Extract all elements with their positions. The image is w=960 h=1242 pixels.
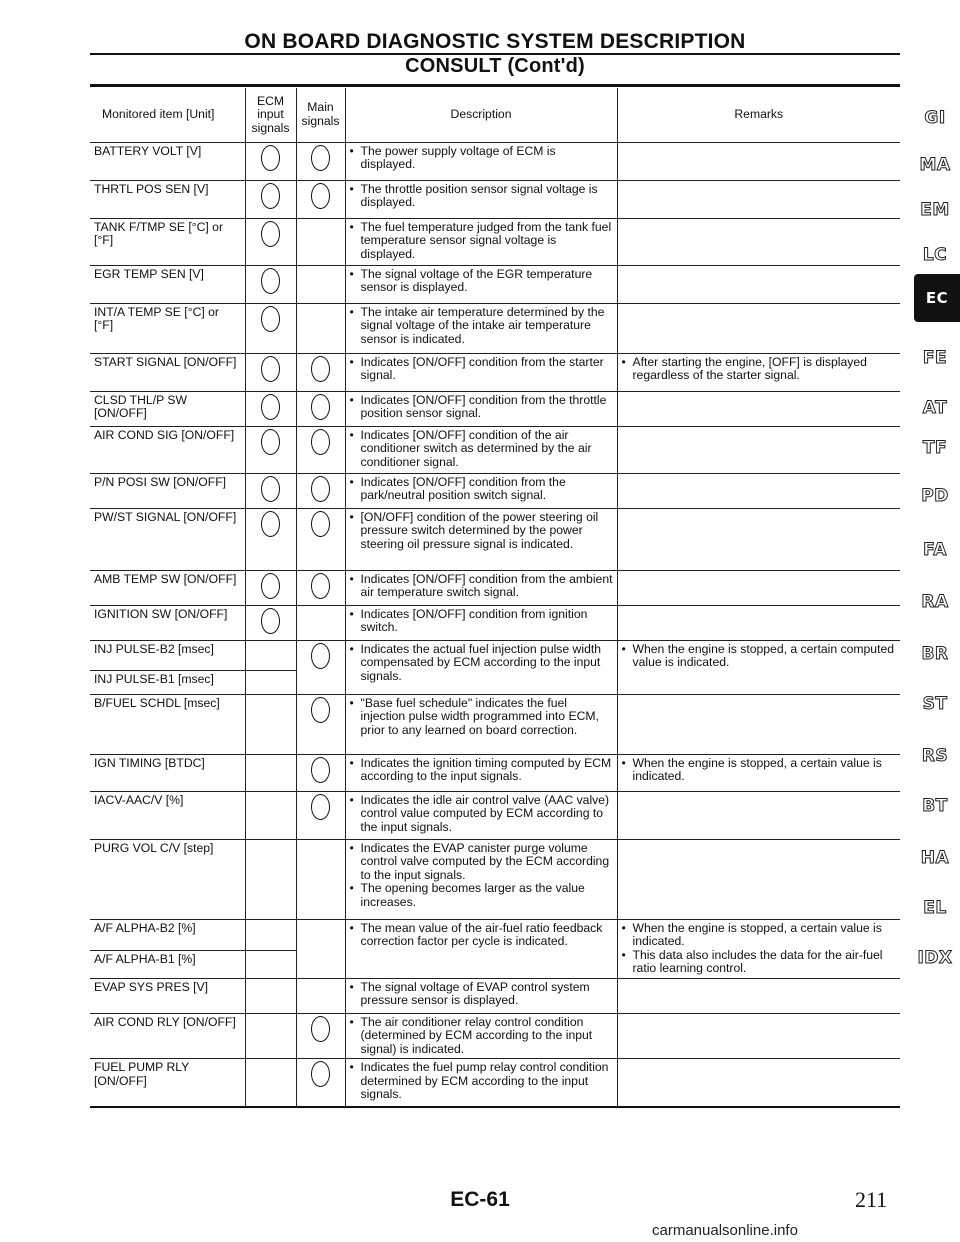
ecm-signal-cell [245,670,296,694]
description-cell [345,508,617,570]
remarks-cell [617,570,900,605]
description-text [350,922,613,949]
table-row [90,265,900,303]
remarks-cell [617,142,900,180]
remarks-cell [617,640,900,694]
table-row [90,791,900,839]
section-tab-ra[interactable]: RA [921,592,949,612]
description-text [350,511,613,552]
main-signal-circle-icon [311,573,330,599]
main-signal-cell [296,391,345,426]
description-cell [345,978,617,1013]
ecm-signal-cell [245,570,296,605]
main-signal-cell [296,839,345,919]
table-row [90,754,900,791]
remarks-cell [617,978,900,1013]
table-row [90,303,900,353]
monitored-item-cell: A/F ALPHA-B2 [%] [90,919,245,951]
monitored-item-cell: B/FUEL SCHDL [msec] [90,694,245,754]
description-text [350,268,613,295]
page-subtitle: CONSULT (Cont'd) [405,55,585,77]
description-text-line: • The fuel temperature judged from the tank fuel temperature sensor signal voltage is displayed. [350,221,613,262]
remarks-cell [617,473,900,508]
description-text-line: • Indicates [ON/OFF] condition from the ambient air temperature switch signal. [350,573,613,600]
section-tab-st[interactable]: ST [922,694,948,714]
description-cell [345,1059,617,1107]
monitored-item-cell: P/N POSI SW [ON/OFF] [90,473,245,508]
description-text-line: • The signal voltage of the EGR temperature sensor is displayed. [350,268,613,295]
page-code: EC-61 [450,1188,510,1211]
main-signal-circle-icon [311,757,330,783]
description-cell [345,791,617,839]
table-row [90,605,900,640]
ecm-signal-circle-icon [261,268,280,294]
table-row [90,180,900,218]
description-text-line: • "Base fuel schedule" indicates the fuel injection pulse width programmed into ECM, prior to any learned on board correction. [350,697,613,738]
description-cell [345,754,617,791]
remarks-cell [617,303,900,353]
description-text-line: • The throttle position sensor signal voltage is displayed. [350,183,613,210]
main-signal-cell [296,218,345,265]
description-text [350,306,613,347]
description-text [350,145,613,172]
description-cell [345,391,617,426]
remarks-cell [617,426,900,473]
description-cell [345,142,617,180]
main-signal-circle-icon [311,429,330,455]
description-text-line: • Indicates [ON/OFF] condition from the starter signal. [350,356,613,383]
section-tab-tf[interactable]: TF [922,438,948,458]
ecm-signal-cell [245,426,296,473]
ecm-signal-cell [245,508,296,570]
description-text [350,573,613,600]
description-text-line: • Indicates [ON/OFF] condition of the air conditioner switch as determined by the air conditioner signal. [350,429,613,470]
section-tab-lc[interactable]: LC [922,245,948,265]
table-row [90,919,900,951]
monitored-item-cell: AIR COND SIG [ON/OFF] [90,426,245,473]
main-signal-circle-icon [311,145,330,171]
ecm-signal-cell [245,951,296,978]
description-cell [345,426,617,473]
monitored-item-cell: AIR COND RLY [ON/OFF] [90,1013,245,1059]
remarks-text [622,356,897,383]
description-text [350,697,613,738]
description-text-line: • Indicates the idle air control valve (AAC valve) control value computed by ECM according to the input signals. [350,794,613,835]
description-text [350,842,613,910]
main-signal-circle-icon [311,356,330,382]
main-signal-circle-icon [311,1061,330,1087]
monitored-item-cell: INJ PULSE-B2 [msec] [90,640,245,670]
section-tab-fa[interactable]: FA [923,540,947,560]
remarks-cell [617,694,900,754]
ecm-signal-circle-icon [261,306,280,332]
description-text-line: • The intake air temperature determined by the signal voltage of the intake air temperature sensor is indicated. [350,306,613,347]
main-signal-circle-icon [311,476,330,502]
remarks-cell [617,839,900,919]
section-tab-at[interactable]: AT [922,398,948,418]
table-row [90,508,900,570]
main-signal-cell [296,754,345,791]
table-row [90,1059,900,1107]
section-tab-pd[interactable]: PD [921,486,949,506]
main-signal-cell [296,694,345,754]
ecm-signal-circle-icon [261,511,280,537]
description-text-line: • Indicates the ignition timing computed by ECM according to the input signals. [350,757,613,784]
section-tab-em[interactable]: EM [920,200,950,220]
main-signal-circle-icon [311,511,330,537]
ecm-signal-circle-icon [261,429,280,455]
ecm-signal-cell [245,1059,296,1107]
page-number: 211 [855,1187,888,1212]
description-text [350,429,613,470]
monitored-item-cell: EVAP SYS PRES [V] [90,978,245,1013]
description-cell [345,180,617,218]
monitored-item-cell: TANK F/TMP SE [°C] or [°F] [90,218,245,265]
main-signal-cell [296,1013,345,1059]
header-monitored-item: Monitored item [Unit] [90,88,245,142]
remarks-cell [617,353,900,391]
main-signal-circle-icon [311,794,330,820]
table-row [90,978,900,1013]
section-tab-ha[interactable]: HA [920,848,950,868]
remarks-text [622,643,897,670]
main-signal-cell [296,473,345,508]
description-cell [345,218,617,265]
section-tab-el[interactable]: EL [923,898,947,918]
main-signal-cell [296,570,345,605]
main-signal-cell [296,303,345,353]
monitored-item-cell: IGNITION SW [ON/OFF] [90,605,245,640]
description-cell [345,640,617,694]
main-signal-cell [296,791,345,839]
header-ecm-input-signals: ECM input signals [245,88,296,142]
watermark: carmanualsonline.info [652,1222,798,1239]
description-text-line: • The air conditioner relay control condition (determined by ECM according to the input signal) is indicated. [350,1016,613,1057]
ecm-signal-cell [245,1013,296,1059]
monitored-item-cell: EGR TEMP SEN [V] [90,265,245,303]
ecm-signal-cell [245,142,296,180]
section-tab-br[interactable]: BR [921,644,949,664]
ecm-signal-cell [245,391,296,426]
ecm-signal-circle-icon [261,608,280,634]
remarks-text-line: • When the engine is stopped, a certain value is indicated. [622,757,897,784]
remarks-cell [617,1059,900,1107]
monitored-item-cell: START SIGNAL [ON/OFF] [90,353,245,391]
table-row [90,473,900,508]
monitored-item-cell: PURG VOL C/V [step] [90,839,245,919]
table-row [90,1013,900,1059]
monitored-item-cell: A/F ALPHA-B1 [%] [90,951,245,978]
monitored-item-cell: INJ PULSE-B1 [msec] [90,670,245,694]
description-text-line: • Indicates the actual fuel injection pulse width compensated by ECM according to the input signals. [350,643,613,684]
ecm-signal-circle-icon [261,221,280,247]
section-tab-idx[interactable]: IDX [917,948,953,968]
section-tab-bt[interactable]: BT [922,796,948,816]
table-row [90,353,900,391]
ecm-signal-cell [245,640,296,670]
remarks-text [622,757,897,784]
description-cell [345,839,617,919]
monitored-item-cell: IGN TIMING [BTDC] [90,754,245,791]
section-tab-fe[interactable]: FE [922,348,948,368]
main-signal-cell [296,426,345,473]
description-text-line: • Indicates the EVAP canister purge volume control valve computed by the ECM according to the input signals. [350,842,613,883]
description-text [350,183,613,210]
monitored-item-cell: FUEL PUMP RLY [ON/OFF] [90,1059,245,1107]
description-text-line: • The mean value of the air-fuel ratio feedback correction factor per cycle is indicated. [350,922,613,949]
description-text [350,757,613,784]
remarks-cell [617,1013,900,1059]
remarks-cell [617,218,900,265]
description-text-line: • The power supply voltage of ECM is displayed. [350,145,613,172]
remarks-cell [617,180,900,218]
header-main-signals: Main signals [296,88,345,142]
description-cell [345,919,617,978]
main-signal-cell [296,142,345,180]
remarks-text [622,922,897,976]
main-signal-cell [296,265,345,303]
description-text [350,1061,613,1102]
ecm-signal-circle-icon [261,476,280,502]
remarks-cell [617,391,900,426]
ecm-signal-cell [245,180,296,218]
table-row [90,839,900,919]
monitored-item-cell: CLSD THL/P SW [ON/OFF] [90,391,245,426]
table-row [90,142,900,180]
ecm-signal-circle-icon [261,183,280,209]
page-title: ON BOARD DIAGNOSTIC SYSTEM DESCRIPTION [244,30,746,53]
description-text [350,356,613,383]
description-text [350,1016,613,1057]
description-cell [345,303,617,353]
table-row [90,218,900,265]
description-text-line: • [ON/OFF] condition of the power steering oil pressure switch determined by the power steering oil pressure signal is indicated. [350,511,613,552]
remarks-cell [617,791,900,839]
ecm-signal-cell [245,218,296,265]
description-cell [345,353,617,391]
ecm-signal-cell [245,839,296,919]
remarks-text-line: • This data also includes the data for the air-fuel ratio learning control. [622,949,897,976]
remarks-text-line: • When the engine is stopped, a certain computed value is indicated. [622,643,897,670]
main-signal-circle-icon [311,394,330,420]
main-signal-circle-icon [311,697,330,723]
description-text [350,476,613,503]
description-text [350,608,613,635]
main-signal-cell [296,605,345,640]
ecm-signal-cell [245,353,296,391]
monitored-item-cell: AMB TEMP SW [ON/OFF] [90,570,245,605]
remarks-cell [617,605,900,640]
ecm-signal-cell [245,978,296,1013]
ecm-signal-cell [245,694,296,754]
main-signal-cell [296,508,345,570]
remarks-text-line: • When the engine is stopped, a certain value is indicated. [622,922,897,949]
section-tab-gi[interactable]: GI [924,108,946,128]
table-row [90,391,900,426]
section-tab-rs[interactable]: RS [921,746,949,766]
ecm-signal-circle-icon [261,573,280,599]
main-signal-circle-icon [311,183,330,209]
table-row [90,694,900,754]
main-signal-circle-icon [311,643,330,669]
main-signal-cell [296,353,345,391]
description-cell [345,570,617,605]
ecm-signal-cell [245,473,296,508]
ecm-signal-circle-icon [261,394,280,420]
monitored-items-table [90,88,900,1108]
section-tab-ec[interactable]: EC [914,274,960,322]
description-text-line: • The signal voltage of EVAP control system pressure sensor is displayed. [350,981,613,1008]
ecm-signal-cell [245,303,296,353]
ecm-signal-cell [245,754,296,791]
description-text [350,981,613,1008]
ecm-signal-cell [245,265,296,303]
header-remarks: Remarks [617,88,900,142]
ecm-signal-circle-icon [261,356,280,382]
remarks-cell [617,265,900,303]
description-text-line: • Indicates [ON/OFF] condition from the park/neutral position switch signal. [350,476,613,503]
description-text [350,794,613,835]
description-text-line: • The opening becomes larger as the value increases. [350,882,613,909]
description-cell [345,605,617,640]
subtitle-rule [90,84,900,87]
main-signal-cell [296,640,345,694]
main-signal-cell [296,919,345,978]
table-row [90,426,900,473]
monitored-item-cell: IACV-AAC/V [%] [90,791,245,839]
remarks-cell [617,508,900,570]
monitored-item-cell: PW/ST SIGNAL [ON/OFF] [90,508,245,570]
remarks-text-line: • After starting the engine, [OFF] is displayed regardless of the starter signal. [622,356,897,383]
table-row [90,570,900,605]
main-signal-cell [296,1059,345,1107]
header-description: Description [345,88,617,142]
description-cell [345,694,617,754]
monitored-item-cell: THRTL POS SEN [V] [90,180,245,218]
main-signal-circle-icon [311,1016,330,1042]
description-text [350,643,613,684]
description-text-line: • Indicates [ON/OFF] condition from the throttle position sensor signal. [350,394,613,421]
remarks-cell [617,919,900,978]
description-cell [345,473,617,508]
description-text [350,221,613,262]
monitored-item-cell: INT/A TEMP SE [°C] or [°F] [90,303,245,353]
main-signal-cell [296,978,345,1013]
ecm-signal-cell [245,919,296,951]
ecm-signal-cell [245,791,296,839]
ecm-signal-cell [245,605,296,640]
main-signal-cell [296,180,345,218]
section-tab-ma[interactable]: MA [919,155,951,175]
monitored-item-cell: BATTERY VOLT [V] [90,142,245,180]
description-text-line: • Indicates [ON/OFF] condition from ignition switch. [350,608,613,635]
ecm-signal-circle-icon [261,145,280,171]
description-text-line: • Indicates the fuel pump relay control condition determined by ECM according to the input signals. [350,1061,613,1102]
description-text [350,394,613,421]
table-row [90,640,900,670]
remarks-cell [617,754,900,791]
description-cell [345,265,617,303]
description-cell [345,1013,617,1059]
